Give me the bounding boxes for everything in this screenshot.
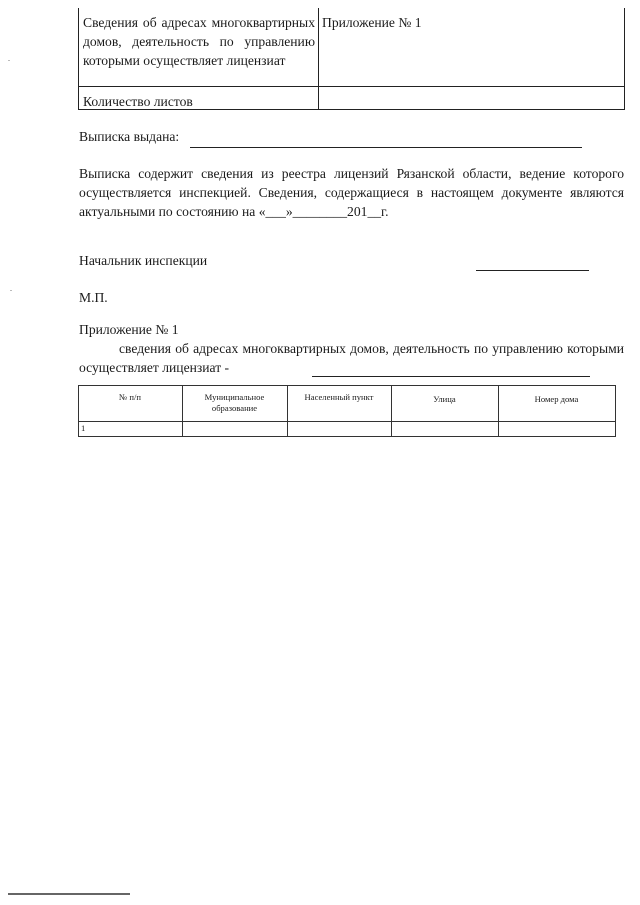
addresses-table-bottom-border xyxy=(78,436,616,437)
registry-note: Выписка содержит сведения из реестра лицензий Рязанской области, ведение которого осуществляется инспекцией. Сведения, содержащиеся в настоящем документе являются актуальными по состоянию на «___»________201__г. xyxy=(79,166,624,219)
column-header-street: Улица xyxy=(433,394,456,404)
addresses-table-top-border xyxy=(78,385,616,386)
addresses-table-border xyxy=(287,385,288,437)
addresses-table-border xyxy=(182,385,183,437)
issued-to-underline xyxy=(190,147,582,148)
issued-to-field[interactable] xyxy=(192,128,580,146)
addresses-table xyxy=(78,385,616,437)
column-header-house-number: Номер дома xyxy=(534,394,579,404)
scan-speck xyxy=(10,290,12,291)
licensee-field[interactable] xyxy=(314,358,588,376)
stamp-place-label: М.П. xyxy=(79,290,108,305)
table-row-number: 1 xyxy=(81,423,86,433)
addresses-table-border xyxy=(391,385,392,437)
sheets-count-label: Количество листов xyxy=(83,94,193,109)
licensee-underline xyxy=(312,376,590,377)
addresses-table-header-divider xyxy=(78,421,616,422)
column-header-municipality: Муниципальное образование xyxy=(204,392,265,413)
licensed-houses-heading: Сведения об адресах многоквартирных домов, деятельность по управлению которыми осуществляет лицензиат xyxy=(83,15,315,68)
head-of-inspection-title: Начальник инспекции xyxy=(79,253,208,268)
signature-line xyxy=(476,270,589,271)
header-table xyxy=(78,8,624,110)
issued-to-label: Выписка выдана: xyxy=(79,129,180,144)
addresses-table-border xyxy=(78,385,79,437)
scan-speck xyxy=(8,60,10,61)
header-table-middle-border xyxy=(318,8,319,110)
scan-edge-line xyxy=(8,893,130,895)
signature-field[interactable] xyxy=(476,252,589,270)
appendix-title: Приложение № 1 xyxy=(79,322,179,337)
addresses-table-border xyxy=(498,385,499,437)
appendix-description: сведения об адресах многоквартирных домов, деятельность по управлению которыми осуществляет лицензиат - xyxy=(79,341,624,375)
header-table-right-border xyxy=(624,8,625,110)
appendix-number-cell: Приложение № 1 xyxy=(322,15,422,30)
sheets-count-value[interactable] xyxy=(326,92,616,109)
column-header-settlement: Населенный пункт xyxy=(304,392,374,402)
column-header-number: № п/п xyxy=(119,392,141,402)
header-table-left-border xyxy=(78,8,79,110)
header-table-row-divider xyxy=(78,86,624,87)
addresses-table-border xyxy=(615,385,616,437)
